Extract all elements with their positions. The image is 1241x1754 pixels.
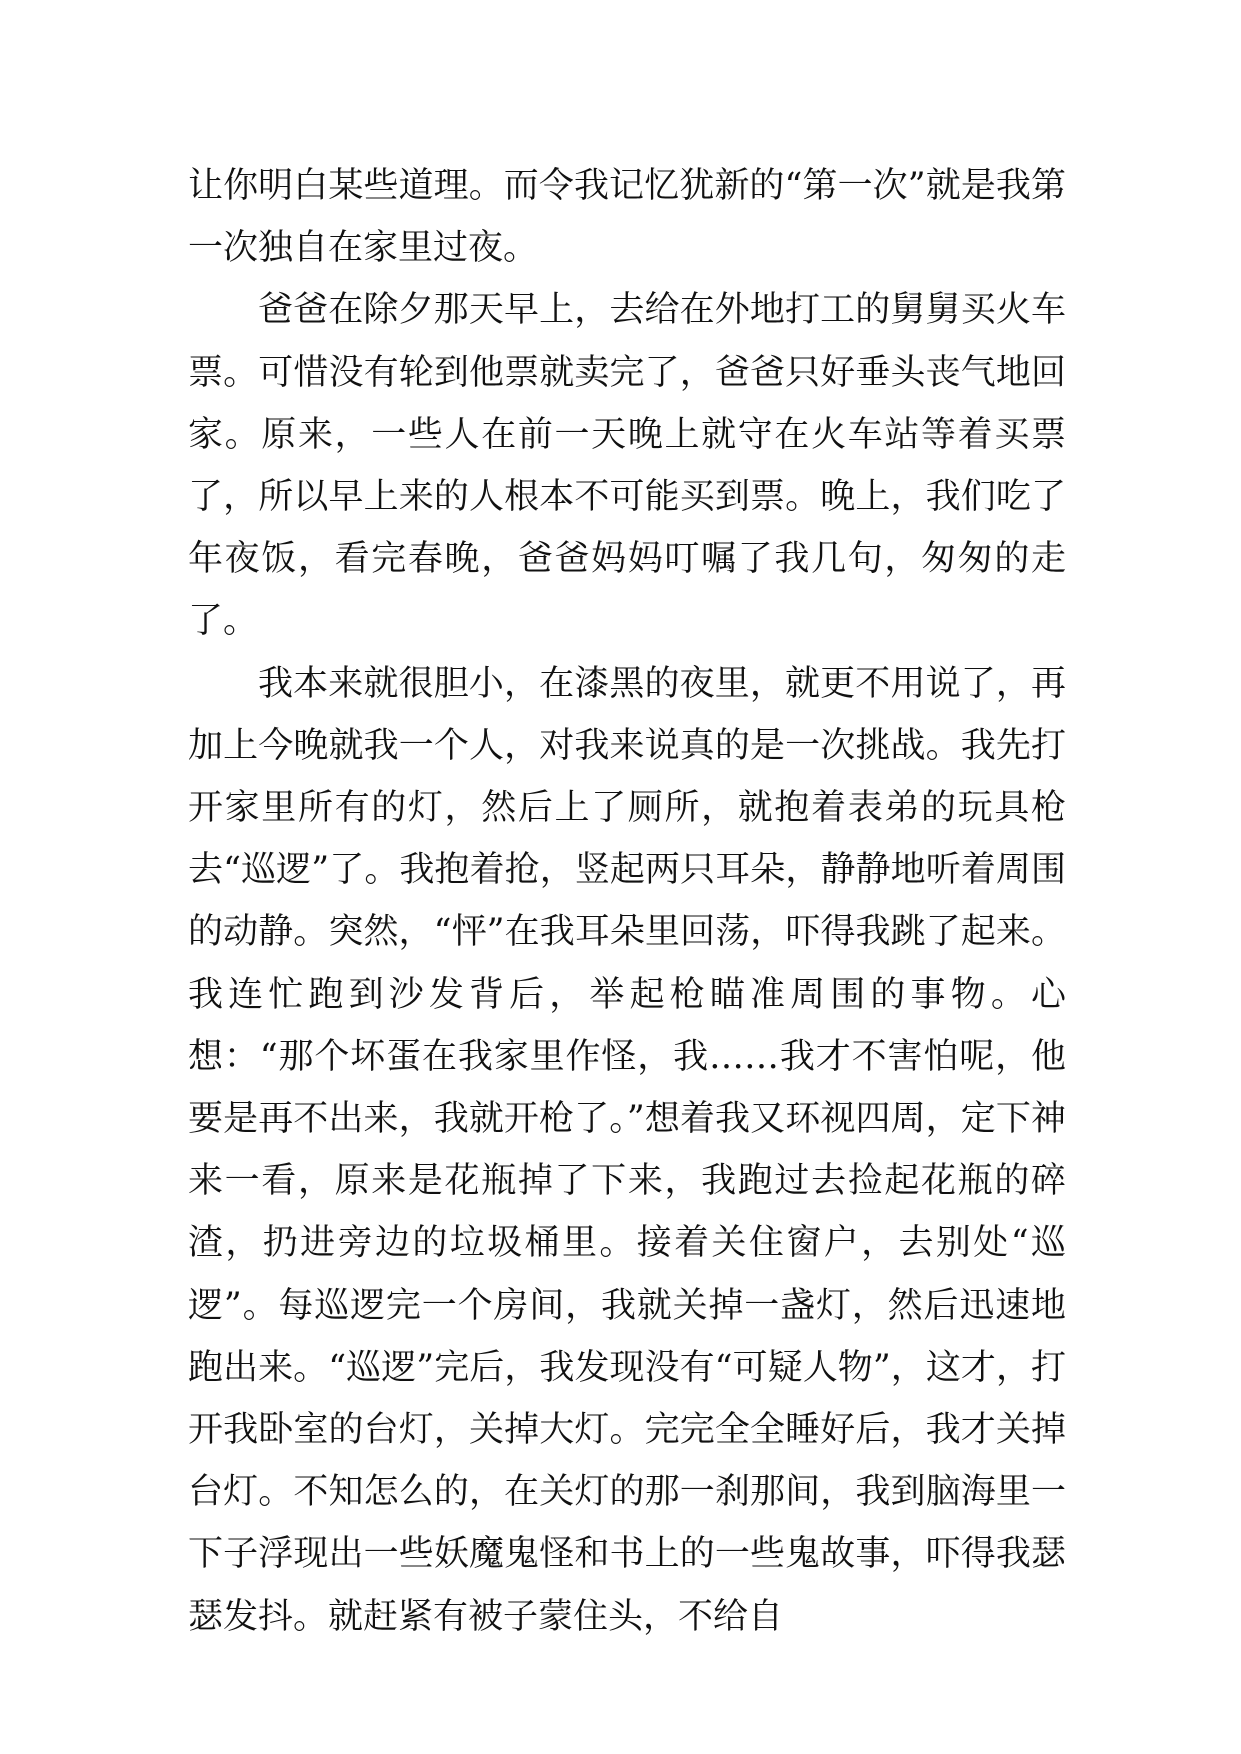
paragraph-2: 爸爸在除夕那天早上，去给在外地打工的舅舅买火车票。可惜没有轮到他票就卖完了，爸爸只好垂头丧气地回家。原来，一些人在前一天晚上就守在火车站等着买票了，所以早上来的人根本不可能买到票。晚上，我们吃了年夜饭，看完春晚，爸爸妈妈叮嘱了我几句，匆匆的走了。: [188, 290, 1066, 642]
paragraph-1: 让你明白某些道理。而令我记忆犹新的“第一次”就是我第一次独自在家里过夜。: [188, 166, 1066, 269]
paragraph-3: 我本来就很胆小，在漆黑的夜里，就更不用说了，再加上今晚就我一个人，对我来说真的是一次挑战。我先打开家里所有的灯，然后上了厕所，就抱着表弟的玩具枪去“巡逻”了。我抱着抢，竖起两只耳朵，静静地听着周围的动静。突然，“怦”在我耳朵里回荡，吓得我跳了起来。我连忙跑到沙发背后，举起枪瞄准周围的事物。心想：“那个坏蛋在我家里作怪，我……我才不害怕呢，他要是再不出来，我就开枪了。”想着我又环视四周，定下神来一看，原来是花瓶掉了下来，我跑过去捡起花瓶的碎渣，扔进旁边的垃圾桶里。接着关住窗户，去别处“巡逻”。每巡逻完一个房间，我就关掉一盏灯，然后迅速地跑出来。“巡逻”完后，我发现没有“可疑人物”，这才，打开我卧室的台灯，关掉大灯。完完全全睡好后，我才关掉台灯。不知怎么的，在关灯的那一刹那间，我到脑海里一下子浮现出一些妖魔鬼怪和书上的一些鬼故事，吓得我瑟瑟发抖。就赶紧有被子蒙住头，不给自: [188, 663, 1066, 1637]
body-text: [188, 155, 1066, 1648]
